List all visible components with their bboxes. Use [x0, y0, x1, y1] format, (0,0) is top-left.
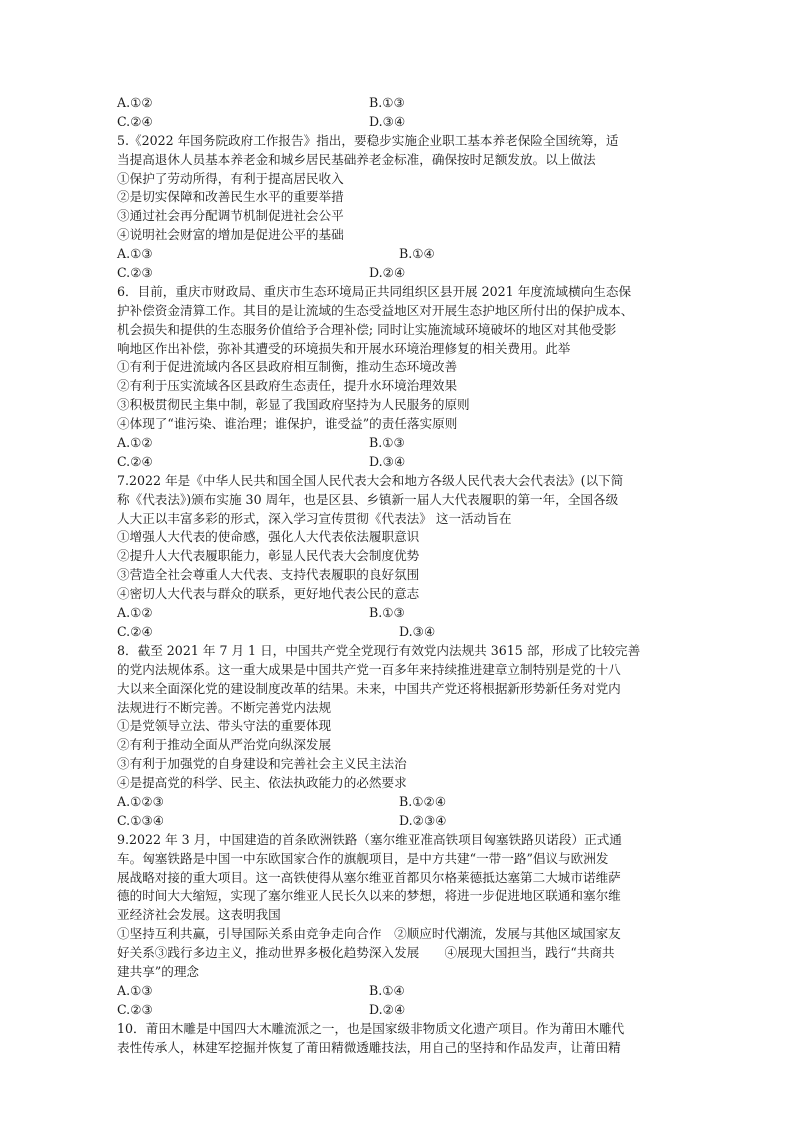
- q4-options-row-1: [117, 94, 677, 113]
- q10-stem-line: 10．莆田木雕是中国四大木雕流派之一，也是国家级非物质文化遗产项目。作为莆田木雕代: [117, 1020, 625, 1036]
- q7-stem-line: 7.2022 年是《中华人民共和国全国人民代表大会和地方各级人民代表大会代表法》(以下简: [117, 472, 624, 488]
- q4-option-a[interactable]: A.①②: [117, 95, 153, 110]
- q4-option-b[interactable]: B.①③: [369, 95, 405, 110]
- q8-item: ②有利于推动全面从严治党向纵深发展: [117, 737, 332, 753]
- q4-option-c[interactable]: C.②④: [117, 113, 153, 129]
- q8-item: ①是党领导立法、带头守法的重要体现: [117, 718, 332, 734]
- q9-options-row-1: [117, 982, 677, 1001]
- q9-option-b[interactable]: B.①④: [369, 982, 405, 998]
- q8-option-a[interactable]: A.①②③: [117, 793, 164, 809]
- q6-option-c[interactable]: C.②④: [117, 453, 153, 469]
- q9-option-d[interactable]: D.②④: [369, 1001, 406, 1017]
- q6-stem-line: 机会损失和提供的生态服务价值给予合理补偿; 同时让实施流域环境破坏的地区对其他受影: [117, 321, 617, 337]
- question-6: [117, 283, 677, 472]
- q9-item: 好关系③践行多边主义，推动世界多极化趋势深入发展 ④展现大国担当，践行“共商共: [117, 945, 615, 961]
- q8-stem-line: 大以来全面深化党的建设制度改革的结果。未来，中国共产党还将根据新形势新任务对党内: [117, 680, 621, 696]
- q7-stem-line: 称《代表法》)颁布实施 30 周年，也是区县、乡镇新一届人大代表履职的第一年，全国各级: [117, 491, 619, 507]
- q7-options-row-2: [117, 623, 677, 642]
- q9-stem-line: 德的时间大大缩短，实现了塞尔维亚人民长久以来的梦想，将进一步促进地区联通和塞尔维: [117, 888, 621, 904]
- q8-option-d[interactable]: D.②③④: [399, 812, 447, 828]
- q5-item: ④说明社会财富的增加是促进公平的基础: [117, 227, 344, 243]
- q5-item: ③通过社会再分配调节机制促进社会公平: [117, 208, 344, 224]
- q8-item: ③有利于加强党的自身建设和完善社会主义民主法治: [117, 756, 407, 772]
- q9-stem-line: 亚经济社会发展。这表明我国: [117, 907, 281, 923]
- q5-options-row-1: [117, 245, 677, 264]
- q9-item: 建共享”的理念: [117, 963, 200, 979]
- q9-option-a[interactable]: A.①③: [117, 982, 153, 998]
- q7-option-a[interactable]: A.①②: [117, 605, 153, 621]
- q7-option-b[interactable]: B.①③: [369, 605, 405, 621]
- exam-page: [117, 94, 677, 1057]
- q5-stem-line: 5.《2022 年国务院政府工作报告》指出，要稳步实施企业职工基本养老保险全国统筹，适: [117, 132, 619, 148]
- q8-option-c[interactable]: C.①③④: [117, 812, 165, 828]
- q6-option-d[interactable]: D.③④: [369, 453, 406, 469]
- q6-item: ②有利于压实流域各区县政府生态责任，提升水环境治理效果: [117, 378, 458, 394]
- q5-options-row-2: [117, 264, 677, 283]
- question-7: [117, 472, 677, 642]
- q7-option-c[interactable]: C.②④: [117, 623, 153, 639]
- q4-option-d[interactable]: D.③④: [369, 113, 406, 129]
- q9-stem-line: 车。匈塞铁路是中国一中东欧国家合作的旗舰项目，是中方共建“一带一路”倡议与欧洲发: [117, 850, 609, 866]
- q6-options-row-1: [117, 434, 677, 453]
- q8-item: ④是提高党的科学、民主、依法执政能力的必然要求: [117, 775, 407, 791]
- q8-options-row-1: [117, 793, 677, 812]
- q5-option-d[interactable]: D.②④: [369, 265, 406, 281]
- question-5: [117, 132, 677, 283]
- q6-stem-line: 响地区作出补偿，弥补其遭受的环境损失和开展水环境治理修复的相关费用。此举: [117, 340, 571, 356]
- q8-options-row-2: [117, 812, 677, 831]
- q6-item: ①有利于促进流域内各区县政府相互制衡，推动生态环境改善: [117, 359, 458, 375]
- question-8: [117, 642, 677, 831]
- q6-options-row-2: [117, 453, 677, 472]
- q5-option-c[interactable]: C.②③: [117, 265, 153, 281]
- q6-option-a[interactable]: A.①②: [117, 435, 153, 451]
- q10-stem-line: 表性传承人，林建军挖掘并恢复了莆田精微透雕技法，用自己的坚持和作品发声，让莆田精: [117, 1039, 621, 1055]
- q9-stem-line: 9.2022 年 3 月，中国建造的首条欧洲铁路（塞尔维亚准高铁项目匈塞铁路贝诺段）正式通: [117, 831, 622, 847]
- q5-stem-line: 当提高退休人员基本养老金和城乡居民基础养老金标准，确保按时足额发放。以上做法: [117, 151, 596, 167]
- q7-item: ②提升人大代表履职能力，彰显人民代表大会制度优势: [117, 548, 420, 564]
- question-9: [117, 831, 677, 1020]
- q7-item: ①增强人大代表的使命感，强化人大代表依法履职意识: [117, 529, 420, 545]
- q9-item: ①坚持互利共赢，引导国际关系由竞争走向合作 ②顺应时代潮流，发展与其他区域国家友: [117, 926, 621, 942]
- q6-item: ③积极贯彻民主集中制，彰显了我国政府坚持为人民服务的原则: [117, 397, 470, 413]
- q9-stem-line: 展战略对接的重大项目。这一高铁使得从塞尔维亚首都贝尔格莱德抵达塞第二大城市诺维萨: [117, 869, 621, 885]
- q5-item: ②是切实保障和改善民生水平的重要举措: [117, 189, 344, 205]
- q7-option-d[interactable]: D.③④: [399, 623, 436, 639]
- q6-option-b[interactable]: B.①③: [369, 435, 405, 451]
- q9-options-row-2: [117, 1001, 677, 1020]
- q7-options-row-1: [117, 604, 677, 623]
- q6-stem-line: 护补偿资金清算工作。其目的是让流域的生态受益地区对开展生态护地区所付出的保护成本、: [117, 302, 634, 318]
- q4-options-row-2: [117, 113, 677, 132]
- q8-stem-line: 的党内法规体系。这一重大成果是中国共产党一百多年来持续推进建章立制特别是党的十八: [117, 661, 621, 677]
- q5-option-b[interactable]: B.①④: [399, 246, 435, 262]
- q5-option-a[interactable]: A.①③: [117, 246, 153, 262]
- q6-stem-line: 6．目前，重庆市财政局、重庆市生态环境局正共同组织区县开展 2021 年度流域横向生态保: [117, 283, 632, 299]
- q7-stem-line: 人大正以丰富多彩的形式，深入学习宣传贯彻《代表法》 这一活动旨在: [117, 510, 512, 526]
- q5-item: ①保护了劳动所得，有利于提高居民收入: [117, 170, 344, 186]
- q9-option-c[interactable]: C.②③: [117, 1001, 153, 1017]
- q8-stem-line: 法规进行不断完善。不断完善党内法规: [117, 699, 332, 715]
- q8-option-b[interactable]: B.①②④: [399, 793, 447, 809]
- q7-item: ④密切人大代表与群众的联系，更好地代表公民的意志: [117, 586, 420, 602]
- q8-stem-line: 8．截至 2021 年 7 月 1 日，中国共产党全党现行有效党内法规共 3615 部，形成了比较完善: [117, 642, 641, 658]
- question-10: [117, 1020, 677, 1058]
- q7-item: ③营造全社会尊重人大代表、支持代表履职的良好氛围: [117, 567, 420, 583]
- q6-item: ④体现了“谁污染、谁治理；谁保护，谁受益”的责任落实原则: [117, 416, 458, 432]
